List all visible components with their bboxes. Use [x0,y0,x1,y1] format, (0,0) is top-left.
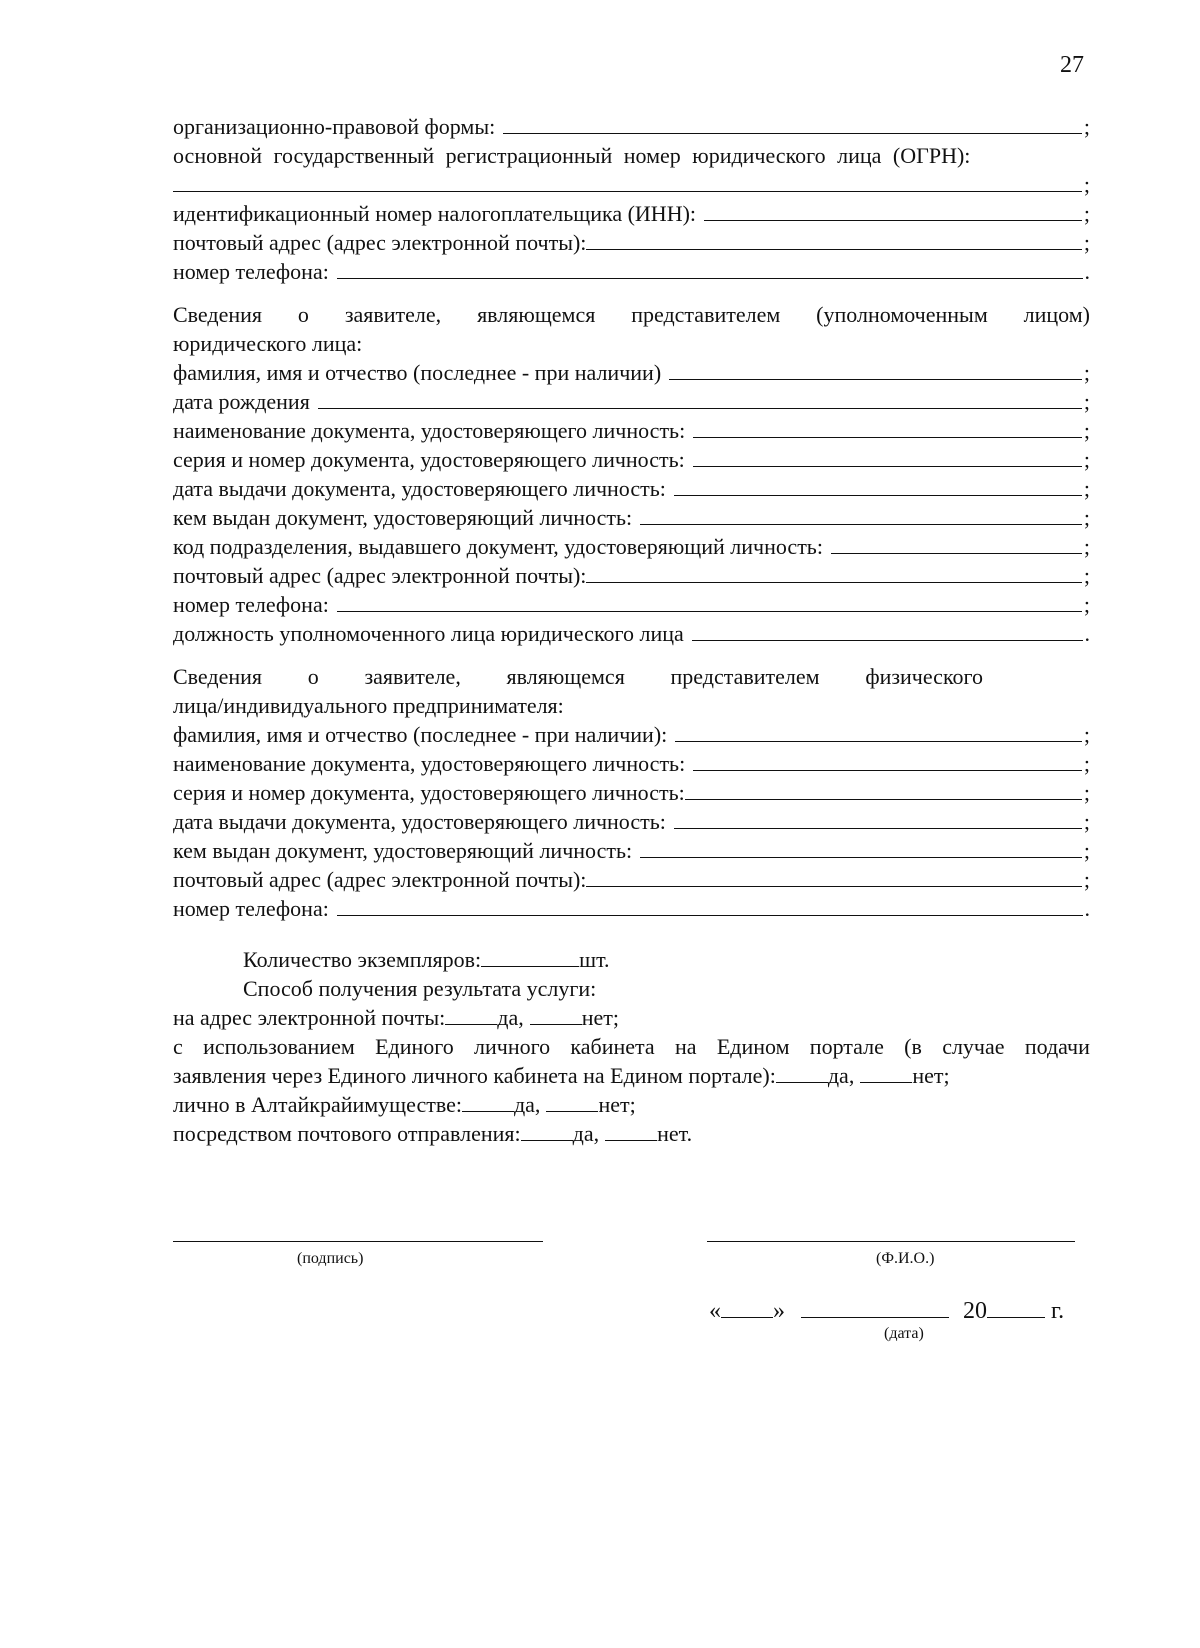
delivery-email-row: на адрес электронной почты: да, нет; [173,1005,619,1030]
field-rep-legal-birth: дата рождения ; [173,389,1090,414]
field-org-address: почтовый адрес (адрес электронной почты): ; [173,230,1090,255]
in-person-yes-checkbox[interactable] [462,1092,514,1112]
rep-legal-heading-2: юридического лица: [173,331,363,356]
post-no-checkbox[interactable] [605,1121,657,1141]
email-yes-checkbox[interactable] [445,1005,497,1025]
rep-ind-fio-input[interactable] [675,722,1082,742]
rep-legal-birth-input[interactable] [318,389,1082,409]
field-rep-legal-doc-number: серия и номер документа, удостоверяющего личность: ; [173,447,1090,472]
fio-line[interactable] [707,1241,1075,1242]
field-rep-legal-position: должность уполномоченного лица юридического лица . [173,621,1090,646]
legal-form-input[interactable] [503,114,1082,134]
inn-input[interactable] [704,201,1082,221]
rep-ind-doc-date-input[interactable] [674,809,1082,829]
date-row: « » 20 г. [709,1298,1065,1324]
fio-caption: (Ф.И.О.) [876,1250,935,1267]
field-label: основной государственный регистрационный номер юридического лица (ОГРН): [173,143,971,168]
field-rep-legal-address: почтовый адрес (адрес электронной почты): ; [173,563,1090,588]
field-label: почтовый адрес (адрес электронной почты): [173,230,587,255]
field-rep-ind-doc-number: серия и номер документа, удостоверяющего личность: ; [173,780,1090,805]
signature-line[interactable] [173,1241,543,1242]
date-month-input[interactable] [801,1299,949,1318]
field-rep-legal-doc-issuer: кем выдан документ, удостоверяющий личность: ; [173,505,1090,530]
field-ogrn-value: ; [173,170,1090,199]
cabinet-yes-checkbox[interactable] [776,1063,828,1083]
field-label: организационно-правовой формы: [173,114,496,139]
rep-legal-fio-input[interactable] [669,360,1082,380]
field-rep-legal-doc-code: код подразделения, выдавшего документ, удостоверяющий личность: ; [173,534,1090,559]
rep-legal-doc-date-input[interactable] [674,476,1082,496]
rep-legal-heading: Сведения о заявителе, являющемся представителем (уполномоченным лицом) [173,302,1090,327]
field-rep-legal-doc-date: дата выдачи документа, удостоверяющего личность: ; [173,476,1090,501]
delivery-cabinet-row-2: заявления через Единого личного кабинета на Едином портале): да, нет; [173,1063,950,1088]
rep-legal-doc-issuer-input[interactable] [640,505,1082,525]
rep-legal-address-input[interactable] [586,563,1081,583]
rep-ind-address-input[interactable] [586,867,1081,887]
rep-individual-heading: Сведения о заявителе, являющемся представителем физического [173,664,983,689]
field-rep-ind-phone: номер телефона: . [173,896,1090,921]
field-rep-ind-doc-date: дата выдачи документа, удостоверяющего личность: ; [173,809,1090,834]
field-rep-ind-doc-issuer: кем выдан документ, удостоверяющий личность: ; [173,838,1090,863]
copies-input[interactable] [481,947,579,967]
delivery-title: Способ получения результата услуги: [243,976,597,1001]
ogrn-input[interactable] [173,172,1082,192]
copies-row: Количество экземпляров: шт. [243,947,610,972]
field-rep-legal-fio: фамилия, имя и отчество (последнее - при наличии) ; [173,360,1090,385]
field-label: идентификационный номер налогоплательщика (ИНН): [173,201,697,226]
org-phone-input[interactable] [337,259,1083,279]
delivery-in-person-row: лично в Алтайкрайимуществе: да, нет; [173,1092,636,1117]
date-year-input[interactable] [987,1299,1045,1318]
rep-legal-doc-code-input[interactable] [831,534,1082,554]
org-address-input[interactable] [586,230,1081,250]
field-rep-ind-doc-name: наименование документа, удостоверяющего личность: ; [173,751,1090,776]
field-label: номер телефона: [173,259,329,284]
form-body [173,112,1090,1148]
rep-ind-doc-issuer-input[interactable] [640,838,1082,858]
field-ogrn [173,141,1090,170]
rep-legal-doc-number-input[interactable] [693,447,1082,467]
page-number: 27 [1060,52,1084,78]
field-rep-legal-doc-name: наименование документа, удостоверяющего личность: ; [173,418,1090,443]
rep-legal-phone-input[interactable] [337,592,1082,612]
post-yes-checkbox[interactable] [521,1121,573,1141]
date-day-input[interactable] [721,1299,773,1318]
in-person-no-checkbox[interactable] [546,1092,598,1112]
rep-ind-phone-input[interactable] [337,896,1083,916]
delivery-cabinet-row-1: с использованием Единого личного кабинета на Едином портале (в случае подачи [173,1034,1090,1059]
signature-caption: (подпись) [297,1250,364,1267]
rep-legal-doc-name-input[interactable] [693,418,1082,438]
field-org-phone: номер телефона: . [173,259,1090,284]
field-legal-form: организационно-правовой формы: ; [173,114,1090,139]
rep-ind-doc-number-input[interactable] [685,780,1082,800]
rep-ind-doc-name-input[interactable] [693,751,1082,771]
field-rep-legal-phone: номер телефона: ; [173,592,1090,617]
email-no-checkbox[interactable] [530,1005,582,1025]
rep-legal-position-input[interactable] [692,621,1083,641]
date-caption: (дата) [884,1325,924,1342]
cabinet-no-checkbox[interactable] [860,1063,912,1083]
delivery-post-row: посредством почтового отправления: да, нет. [173,1121,693,1146]
field-inn: идентификационный номер налогоплательщика (ИНН): ; [173,201,1090,226]
rep-individual-heading-2: лица/индивидуального предпринимателя: [173,693,564,718]
field-rep-ind-address: почтовый адрес (адрес электронной почты): ; [173,867,1090,892]
field-rep-ind-fio: фамилия, имя и отчество (последнее - при наличии): ; [173,722,1090,747]
